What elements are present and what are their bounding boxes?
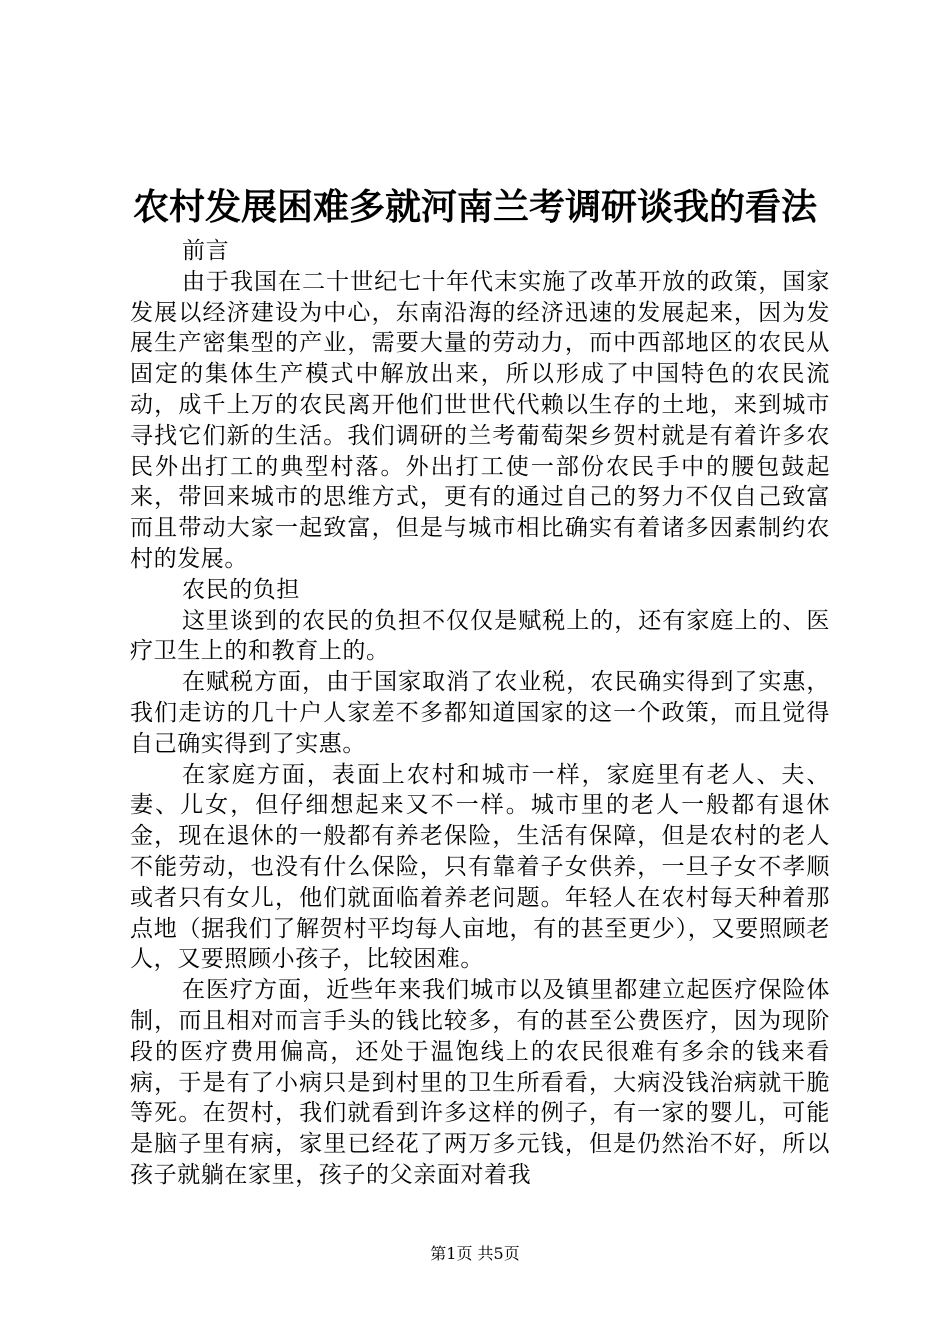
paragraph: 在赋税方面，由于国家取消了农业税，农民确实得到了实惠，我们走访的几十户人家差不多都知道国家的这一个政策，而且觉得自己确实得到了实惠。 <box>130 669 830 757</box>
heading-farmer-burden: 农民的负担 <box>182 576 300 603</box>
document-body <box>130 236 830 1191</box>
page-footer: 第1页 共5页 <box>430 1244 520 1263</box>
heading-preface: 前言 <box>182 238 230 264</box>
paragraph: 在家庭方面，表面上农村和城市一样，家庭里有老人、夫、妻、儿女，但仔细想起来又不一样。城市里的老人一般都有退休金，现在退休的一般都有养老保险，生活有保障，但是农村的老人不能劳动，也没有什么保险，只有靠着子女供养，一旦子女不孝顺或者只有女儿，他们就面临着养老问题。年轻人在农村每天种着那点地（据我们了解贺村平均每人亩地，有的甚至更少），又要照顾老人，又要照顾小孩子，比较困难。 <box>130 761 830 973</box>
document-title: 农村发展困难多就河南兰考调研谈我的看法 <box>132 186 817 228</box>
paragraph: 在医疗方面，近些年来我们城市以及镇里都建立起医疗保险体制，而且相对而言手头的钱比较多，有的甚至公费医疗，因为现阶段的医疗费用偏高，还处于温饱线上的农民很难有多余的钱来看病，于是有了小病只是到村里的卫生所看看，大病没钱治病就干脆等死。在贺村，我们就看到许多这样的例子，有一家的婴儿，可能是脑子里有病，家里已经花了两万多元钱，但是仍然治不好，所以孩子就躺在家里，孩子的父亲面对着我 <box>130 977 830 1188</box>
paragraph: 这里谈到的农民的负担不仅仅是赋税上的，还有家庭上的、医疗卫生上的和教育上的。 <box>130 607 830 665</box>
paragraph: 由于我国在二十世纪七十年代末实施了改革开放的政策，国家发展以经济建设为中心，东南沿海的经济迅速的发展起来，因为发展生产密集型的产业，需要大量的劳动力，而中西部地区的农民从固定的集体生产模式中解放出来，所以形成了中国特色的农民流动，成千上万的农民离开他们世世代代赖以生存的土地，来到城市寻找它们新的生活。我们调研的兰考葡萄架乡贺村就是有着许多农民外出打工的典型村落。外出打工使一部份农民手中的腰包鼓起来，带回来城市的思维方式，更有的通过自己的努力不仅自己致富而且带动大家一起致富，但是与城市相比确实有着诸多因素制约农村的发展。 <box>130 268 830 572</box>
